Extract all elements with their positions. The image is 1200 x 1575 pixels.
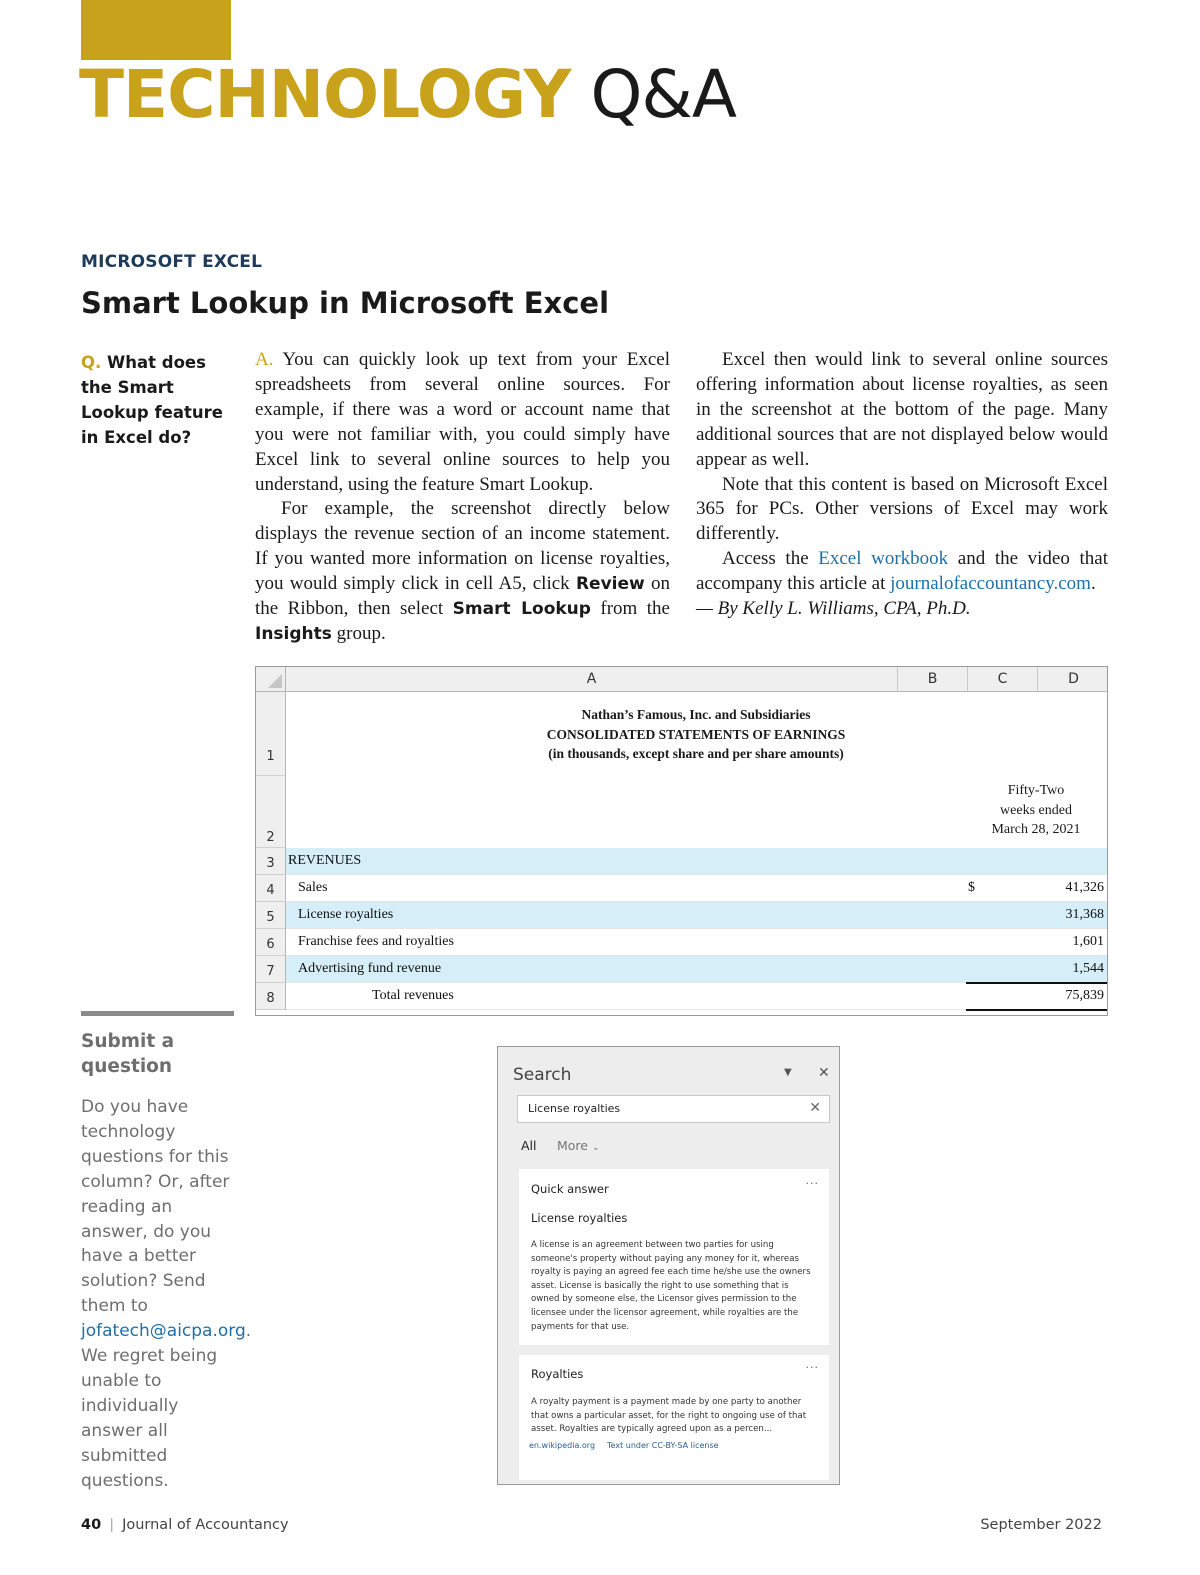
row-license-royalties[interactable] bbox=[286, 902, 1107, 929]
issue-date: September 2022 bbox=[980, 1517, 1102, 1533]
answer-p2-a: For example, the screenshot directly below displays the revenue section of an income statement. If you wanted more information on license royalties, you would simply click in cell A5, click bbox=[255, 498, 670, 595]
pane-title: Search bbox=[513, 1065, 572, 1085]
sidebar-heading: Submit a question bbox=[81, 1031, 175, 1077]
royalties-heading: Royalties bbox=[531, 1367, 584, 1381]
row-revenues[interactable] bbox=[286, 848, 1107, 875]
advertising-fund-value: 1,544 bbox=[1072, 961, 1104, 976]
smart-lookup-term: Smart Lookup bbox=[452, 599, 591, 620]
select-all-corner[interactable] bbox=[256, 667, 286, 692]
row-header-2[interactable]: 2 bbox=[256, 776, 286, 848]
excel-workbook-link[interactable]: Excel workbook bbox=[818, 548, 949, 570]
sidebar-body bbox=[81, 1095, 252, 1494]
row-header-4[interactable]: 4 bbox=[256, 875, 286, 902]
row-advertising-fund[interactable] bbox=[286, 956, 1107, 983]
more-options-icon[interactable]: ··· bbox=[805, 1177, 819, 1190]
royalties-card[interactable] bbox=[519, 1355, 829, 1480]
article-title: Smart Lookup in Microsoft Excel bbox=[81, 286, 610, 320]
statement-name: CONSOLIDATED STATEMENTS OF EARNINGS bbox=[546, 726, 846, 742]
question-text: What does the Smart Lookup feature in Excel do? bbox=[81, 353, 223, 447]
answer-p5-c: . bbox=[1090, 573, 1096, 595]
royalties-source-links bbox=[529, 1441, 731, 1450]
sidebar-body-a: Do you have technology questions for this column? Or, after reading an answer, do you have a better solution? Send them to bbox=[81, 1097, 230, 1317]
column-header-d[interactable]: D bbox=[1038, 667, 1108, 692]
currency-symbol: $ bbox=[968, 880, 975, 895]
question bbox=[81, 350, 231, 450]
masthead-qa: Q&A bbox=[590, 56, 737, 133]
subtotal-underline bbox=[966, 982, 1108, 984]
total-revenues-value: 75,839 bbox=[1065, 988, 1104, 1003]
section-label: MICROSOFT EXCEL bbox=[81, 252, 263, 272]
license-royalties-value: 31,368 bbox=[1065, 907, 1104, 922]
total-underline bbox=[966, 1009, 1108, 1011]
row-header-6[interactable]: 6 bbox=[256, 929, 286, 956]
pane-options-icon[interactable]: ▼ bbox=[784, 1067, 792, 1078]
answer-p1-text: You can quickly look up text from your Excel spreadsheets from several online sources. For example, if there was a word or account name that you were not familiar with, you could simply have Excel link to several online sources to help you understand, using the feature Smart Lookup. bbox=[255, 349, 670, 495]
answer-mark: A. bbox=[255, 349, 274, 370]
company-name: Nathan’s Famous, Inc. and Subsidiaries bbox=[581, 707, 811, 722]
total-revenues-label: Total revenues bbox=[372, 988, 454, 1003]
clear-search-icon[interactable]: ✕ bbox=[809, 1100, 821, 1116]
email-link[interactable]: jofatech@aicpa.org bbox=[81, 1321, 246, 1342]
page-number: 40 bbox=[81, 1517, 102, 1533]
answer-paragraph-3: Excel then would link to several online sources offering information about license royalties, as seen in the screenshot at the bottom of the page. Many additional sources that are not displayed below would appear as well. bbox=[696, 349, 1108, 470]
answer-paragraph-5 bbox=[696, 547, 1108, 597]
quick-answer-card[interactable] bbox=[519, 1169, 829, 1345]
answer-paragraph-4: Note that this content is based on Microsoft Excel 365 for PCs. Other versions of Excel may work differently. bbox=[696, 473, 1108, 545]
journal-name: Journal of Accountancy bbox=[122, 1517, 289, 1533]
search-query: License royalties bbox=[528, 1102, 621, 1115]
sidebar-rule bbox=[81, 1011, 234, 1016]
column-header-a[interactable]: A bbox=[286, 667, 898, 692]
row-header-5[interactable]: 5 bbox=[256, 902, 286, 929]
answer-p5-a: Access the bbox=[722, 548, 819, 570]
answer-p2-c: from the bbox=[590, 598, 670, 620]
quick-answer-subheading: License royalties bbox=[531, 1211, 628, 1225]
masthead-technology: TECHNOLOGY bbox=[79, 56, 571, 133]
tab-more[interactable] bbox=[557, 1138, 600, 1153]
answer-column-left bbox=[255, 348, 670, 647]
period-header bbox=[968, 781, 1104, 840]
row-header-1[interactable]: 1 bbox=[256, 692, 286, 776]
masthead bbox=[79, 54, 736, 136]
review-term: Review bbox=[575, 574, 645, 595]
row-header-7[interactable]: 7 bbox=[256, 956, 286, 983]
statement-title bbox=[286, 705, 1106, 764]
answer-column-right bbox=[696, 348, 1108, 622]
statement-units: (in thousands, except share and per share amounts) bbox=[548, 746, 844, 761]
license-link[interactable]: Text under CC-BY-SA license bbox=[607, 1441, 719, 1450]
answer-paragraph-1 bbox=[255, 348, 670, 497]
question-mark: Q. bbox=[81, 353, 102, 372]
masthead-color-bar bbox=[81, 0, 231, 60]
answer-p5-b: and the video that accompany this article at bbox=[696, 548, 1108, 595]
revenues-label: REVENUES bbox=[288, 853, 362, 868]
footer-separator: | bbox=[109, 1517, 115, 1533]
sales-value: 41,326 bbox=[1065, 880, 1104, 895]
wikipedia-link[interactable]: en.wikipedia.org bbox=[529, 1441, 596, 1450]
row-franchise-fees[interactable] bbox=[286, 929, 1107, 956]
row-header-8[interactable]: 8 bbox=[256, 983, 286, 1010]
insights-term: Insights bbox=[255, 623, 332, 644]
tab-all[interactable]: All bbox=[521, 1138, 537, 1153]
tab-more-label: More bbox=[557, 1138, 588, 1153]
pane-close-icon[interactable]: ✕ bbox=[818, 1065, 830, 1081]
advertising-fund-label: Advertising fund revenue bbox=[298, 961, 442, 976]
search-input[interactable] bbox=[517, 1095, 830, 1123]
footer-left bbox=[81, 1517, 289, 1533]
smart-lookup-pane bbox=[497, 1046, 840, 1485]
sales-label: Sales bbox=[298, 880, 328, 895]
quick-answer-body: A license is an agreement between two parties for using someone's property without paying any money for it, whereas royalty is paying an agreed fee each time he/she use the owners asset. License is basically the right to use something that is owned by someone else, the Licensor gives permission to the licensee under the licensor agreement, while royalties are the payments for that use. bbox=[531, 1240, 811, 1332]
period-line-3: March 28, 2021 bbox=[991, 822, 1081, 837]
answer-p2-d: group. bbox=[331, 622, 386, 644]
column-header-c[interactable]: C bbox=[968, 667, 1038, 692]
royalties-body: A royalty payment is a payment made by one party to another that owns a particular asset, for the right to ongoing use of that asset. Royalties are typically agreed upon as a percen... bbox=[531, 1397, 807, 1435]
franchise-fees-label: Franchise fees and royalties bbox=[298, 934, 454, 949]
journal-site-link[interactable]: journalofaccountancy.com bbox=[890, 573, 1091, 595]
row-header-3[interactable]: 3 bbox=[256, 848, 286, 875]
quick-answer-heading: Quick answer bbox=[531, 1182, 609, 1196]
period-line-2: weeks ended bbox=[1000, 802, 1072, 818]
answer-p2-b: on the Ribbon, then select bbox=[255, 573, 670, 620]
row-total-revenues[interactable] bbox=[286, 983, 1107, 1010]
column-header-b[interactable]: B bbox=[898, 667, 968, 692]
sidebar-body-b: . We regret being unable to individually answer all submitted questions. bbox=[81, 1321, 252, 1491]
franchise-fees-value: 1,601 bbox=[1072, 934, 1104, 949]
more-options-icon[interactable]: ··· bbox=[805, 1361, 819, 1374]
answer-paragraph-2 bbox=[255, 497, 670, 646]
row-sales[interactable] bbox=[286, 875, 1107, 902]
chevron-down-icon: ⌄ bbox=[591, 1143, 600, 1153]
byline: — By Kelly L. Williams, CPA, Ph.D. bbox=[696, 598, 971, 620]
period-line-1: Fifty-Two bbox=[1007, 783, 1065, 798]
spreadsheet bbox=[255, 666, 1108, 1016]
license-royalties-label: License royalties bbox=[298, 907, 394, 922]
